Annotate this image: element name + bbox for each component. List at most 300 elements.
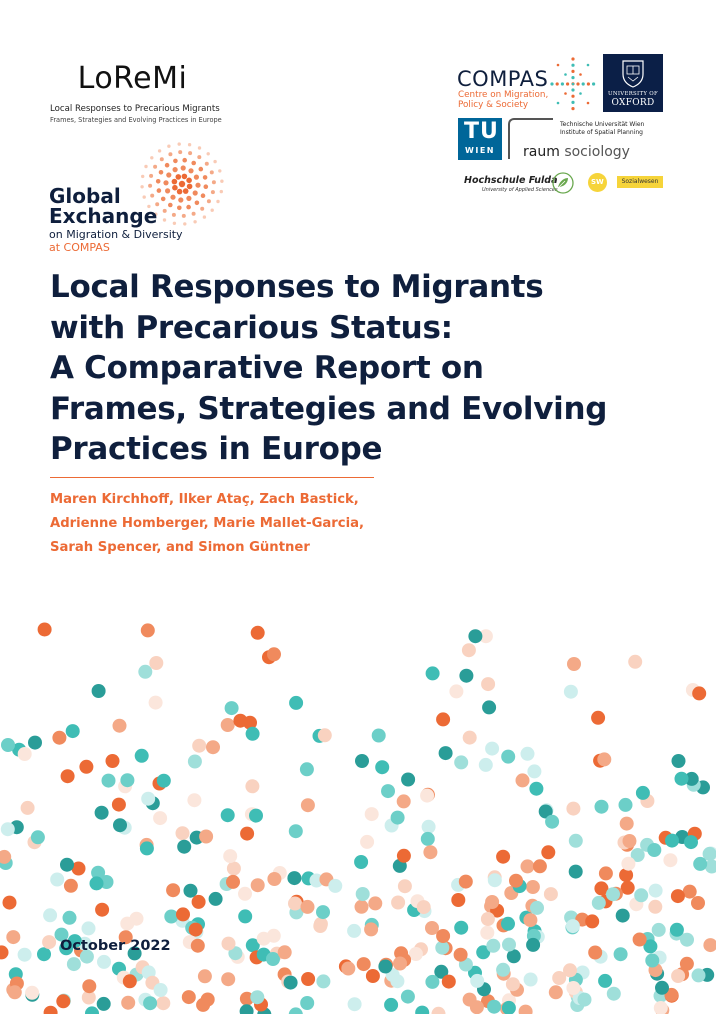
decorative-dot — [245, 779, 259, 793]
decorative-dot — [18, 747, 32, 761]
decorative-dot — [549, 985, 563, 999]
decorative-dot — [384, 998, 398, 1012]
global-exchange-dot — [140, 185, 143, 188]
decorative-dot — [623, 834, 637, 848]
decorative-dot — [480, 926, 494, 940]
decorative-dot — [360, 835, 374, 849]
decorative-dot — [354, 855, 368, 869]
global-exchange-dot — [173, 159, 178, 164]
decorative-dot — [530, 901, 544, 915]
compas-dot — [564, 92, 567, 95]
decorative-dot — [149, 696, 163, 710]
global-exchange-dot — [203, 175, 208, 180]
decorative-dot — [451, 893, 465, 907]
decorative-dot — [569, 865, 583, 879]
tu-wien-logo — [458, 118, 502, 160]
decorative-dot — [278, 945, 292, 959]
decorative-dot — [184, 884, 198, 898]
decorative-dot — [79, 760, 93, 774]
compas-dot — [557, 64, 560, 67]
decorative-dot — [82, 979, 96, 993]
decorative-dot — [633, 933, 647, 947]
fulda-logo-name: Hochschule Fulda — [464, 175, 558, 186]
decorative-dot — [156, 996, 170, 1010]
global-exchange-dot — [165, 188, 170, 193]
decorative-dot — [488, 873, 502, 887]
decorative-dot — [38, 623, 52, 637]
oxford-logo-line1: UNIVERSITY OF — [607, 91, 659, 97]
decorative-dot — [64, 879, 78, 893]
global-exchange-dot — [150, 194, 154, 198]
decorative-dot — [141, 792, 155, 806]
global-exchange-dot — [178, 142, 181, 145]
global-exchange-dot — [156, 179, 161, 184]
decorative-dot — [31, 830, 45, 844]
decorative-dot — [90, 876, 104, 890]
global-exchange-dot — [201, 193, 206, 198]
decorative-dot — [143, 996, 157, 1010]
publication-date: October 2022 — [60, 938, 171, 954]
global-exchange-dot — [176, 174, 182, 180]
global-exchange-dot — [191, 161, 196, 166]
decorative-dot — [28, 736, 42, 750]
decorative-dot — [454, 948, 468, 962]
compas-dot — [564, 73, 567, 76]
decorative-dot — [240, 1004, 254, 1014]
global-exchange-dot — [186, 178, 192, 184]
global-exchange-dot — [212, 180, 216, 184]
decorative-dot — [187, 793, 201, 807]
global-exchange-dot — [210, 170, 214, 174]
decorative-dot — [459, 875, 473, 889]
global-exchange-dot — [149, 174, 153, 178]
loremi-logo-subtitle: Local Responses to Precarious Migrants — [50, 104, 220, 114]
decorative-dot — [189, 923, 203, 937]
decorative-dot — [502, 938, 516, 952]
global-exchange-dot — [143, 195, 146, 198]
compas-dot — [571, 101, 574, 104]
global-exchange-dot — [183, 188, 189, 194]
decorative-dot — [393, 957, 407, 971]
decorative-dot — [37, 947, 51, 961]
global-exchange-dot — [172, 213, 176, 217]
decorative-dot — [6, 930, 20, 944]
report-authors-line: Adrienne Homberger, Marie Mallet-Garcia, — [50, 516, 365, 531]
global-exchange-dot — [150, 156, 153, 159]
decorative-dot — [95, 903, 109, 917]
decorative-dot — [364, 922, 378, 936]
decorative-dot — [567, 657, 581, 671]
global-exchange-dot — [160, 157, 164, 161]
decorative-dot — [519, 1005, 533, 1014]
decorative-dot — [251, 626, 265, 640]
decorative-dot — [97, 997, 111, 1011]
decorative-dot — [123, 974, 137, 988]
tu-wien-logo-name: WIEN — [465, 146, 495, 155]
decorative-dot — [599, 866, 613, 880]
decorative-dot — [192, 739, 206, 753]
compas-dot — [571, 88, 574, 91]
decorative-dot — [496, 963, 510, 977]
compas-dot — [557, 102, 560, 105]
global-exchange-dot — [203, 215, 206, 218]
global-exchange-dot — [182, 158, 187, 163]
decorative-dot — [470, 1000, 484, 1014]
decorative-dot — [246, 727, 260, 741]
global-exchange-dot — [220, 180, 223, 183]
global-exchange-dot — [205, 162, 209, 166]
global-exchange-dot — [195, 201, 200, 206]
global-exchange-dot — [182, 214, 186, 218]
global-exchange-dot — [220, 190, 223, 193]
decorative-dot — [63, 911, 77, 925]
decorative-dot — [619, 798, 633, 812]
decorative-dot — [401, 990, 415, 1004]
decorative-dot — [487, 1000, 501, 1014]
report-title — [50, 267, 690, 470]
decorative-dot — [177, 840, 191, 854]
decorative-dot — [563, 963, 577, 977]
decorative-dot — [0, 945, 9, 959]
decorative-dot — [606, 887, 620, 901]
decorative-dot — [432, 1007, 446, 1014]
compas-dot — [556, 82, 559, 85]
global-exchange-dot — [157, 188, 162, 193]
decorative-dot — [506, 977, 520, 991]
compas-dot — [571, 64, 574, 67]
decorative-dot — [318, 728, 332, 742]
decorative-dot — [289, 1007, 303, 1014]
decorative-dot — [43, 908, 57, 922]
decorative-dot — [222, 937, 236, 951]
loremi-logo-name: LoReMi — [77, 61, 188, 96]
decorative-dot — [468, 629, 482, 643]
compas-dot — [571, 70, 574, 73]
decorative-dot — [249, 809, 263, 823]
decorative-dot — [585, 914, 599, 928]
decorative-dot — [25, 986, 39, 1000]
global-exchange-title-line2: Exchange — [49, 204, 158, 228]
oxford-logo — [603, 54, 663, 112]
decorative-dot — [238, 887, 252, 901]
global-exchange-dot — [193, 220, 196, 223]
loremi-logo-tagline: Frames, Strategies and Evolving Practices in Europe — [50, 116, 222, 124]
decorative-dot — [267, 872, 281, 886]
global-exchange-dot — [183, 222, 186, 225]
global-exchange-dot — [187, 184, 193, 190]
report-title-line: Local Responses to Migrants — [50, 269, 544, 305]
decorative-dot — [176, 907, 190, 921]
compas-dot — [571, 107, 574, 110]
global-exchange-dot — [192, 212, 196, 216]
decorative-dot — [18, 948, 32, 962]
global-exchange-dot — [186, 205, 191, 210]
decorative-dot — [113, 818, 127, 832]
decorative-dot — [3, 896, 17, 910]
global-exchange-dot — [188, 143, 191, 146]
decorative-dot — [595, 800, 609, 814]
decorative-dot — [287, 871, 301, 885]
decorative-dot — [509, 874, 523, 888]
decorative-dot — [153, 811, 167, 825]
decorative-dot — [425, 975, 439, 989]
decorative-dot — [284, 976, 298, 990]
global-exchange-dot — [177, 189, 183, 195]
decorative-dot — [485, 742, 499, 756]
decorative-dot — [422, 820, 436, 834]
global-exchange-dot — [178, 150, 182, 154]
decorative-dot — [288, 897, 302, 911]
decorative-dot — [44, 1006, 58, 1014]
decorative-dot — [209, 892, 223, 906]
decorative-dot — [398, 879, 412, 893]
global-exchange-dot — [159, 170, 164, 175]
global-exchange-dot — [163, 180, 168, 185]
decorative-dot — [527, 764, 541, 778]
decorative-dot — [607, 987, 621, 1001]
decorative-dot — [423, 845, 437, 859]
decorative-dot — [1, 738, 15, 752]
decorative-dot — [421, 832, 435, 846]
decorative-dot — [645, 954, 659, 968]
decorative-dot — [621, 857, 635, 871]
decorative-dot — [267, 647, 281, 661]
compas-dot — [579, 73, 582, 76]
decorative-dot — [486, 939, 500, 953]
oxford-crest-icon — [622, 60, 644, 88]
decorative-dot — [221, 972, 235, 986]
decorative-dot — [391, 896, 405, 910]
decorative-dot — [454, 921, 468, 935]
decorative-dot — [390, 974, 404, 988]
global-exchange-dot — [194, 175, 199, 180]
decorative-dot — [120, 773, 134, 787]
decorative-dot — [564, 685, 578, 699]
global-exchange-dot — [170, 195, 175, 200]
global-exchange-dot — [198, 146, 201, 149]
decorative-dot — [636, 786, 650, 800]
decorative-dot — [300, 762, 314, 776]
decorative-dot — [66, 724, 80, 738]
report-title-line: Practices in Europe — [50, 431, 383, 467]
decorative-dot — [591, 711, 605, 725]
decorative-dot — [684, 835, 698, 849]
decorative-dot — [655, 981, 669, 995]
decorative-dot — [368, 896, 382, 910]
decorative-dot — [524, 973, 538, 987]
report-title-line: with Precarious Status: — [50, 309, 453, 346]
decorative-dot — [301, 798, 315, 812]
decorative-dot — [391, 811, 405, 825]
sozialwesen-label: Sozialwesen — [617, 176, 663, 188]
global-exchange-dot — [173, 222, 176, 225]
global-exchange-dot — [218, 169, 221, 172]
compas-dot — [571, 76, 574, 79]
global-exchange-dot — [200, 207, 204, 211]
decorative-dot — [92, 684, 106, 698]
decorative-dot — [436, 929, 450, 943]
compas-dot — [566, 82, 569, 85]
compas-dot — [561, 82, 564, 85]
decorative-dot — [355, 900, 369, 914]
decorative-dot — [566, 981, 580, 995]
decorative-dot — [496, 850, 510, 864]
decorative-dot — [8, 985, 22, 999]
compas-dots-icon — [548, 55, 598, 113]
decorative-dot — [356, 887, 370, 901]
sw-logo-text: SW — [591, 178, 604, 186]
decorative-dot — [616, 909, 630, 923]
decorative-dot — [301, 972, 315, 986]
decorative-dot — [313, 919, 327, 933]
decorative-dot — [680, 933, 694, 947]
decorative-dot — [415, 1006, 429, 1014]
fulda-logo-subtitle: University of Applied Sciences — [482, 187, 558, 193]
compas-logo-name: COMPAS — [457, 67, 549, 91]
decorative-dot — [149, 656, 163, 670]
decorative-dot — [166, 883, 180, 897]
global-exchange-dot — [178, 197, 183, 202]
decorative-dot — [154, 983, 168, 997]
decorative-dot — [463, 731, 477, 745]
global-exchange-dot — [188, 168, 193, 173]
decorative-dot — [588, 946, 602, 960]
decorative-dot — [50, 873, 64, 887]
decorative-dot — [140, 841, 154, 855]
decorative-dot — [106, 754, 120, 768]
decorative-dot — [566, 802, 580, 816]
compas-dot — [592, 82, 595, 85]
decorative-dot — [501, 917, 515, 931]
decorative-dot — [526, 938, 540, 952]
decorative-dot — [470, 974, 484, 988]
report-authors — [50, 488, 450, 560]
global-exchange-dot — [197, 155, 201, 159]
decorative-dot — [135, 749, 149, 763]
decorative-dot — [597, 752, 611, 766]
global-exchange-dot — [167, 145, 170, 148]
decorative-dot — [192, 895, 206, 909]
decorative-dot — [130, 912, 144, 926]
report-title-line: A Comparative Report on — [50, 350, 484, 386]
decorative-dot — [598, 974, 612, 988]
decorative-dot — [221, 808, 235, 822]
decorative-dot — [366, 969, 380, 983]
decorative-dot — [672, 754, 686, 768]
compas-dot — [571, 57, 574, 60]
decorative-dot — [251, 878, 265, 892]
decorative-dot — [578, 993, 592, 1007]
report-authors-line: Maren Kirchhoff, Ilker Ataç, Zach Bastick, — [50, 492, 359, 507]
decorative-dot — [328, 879, 342, 893]
decorative-dot — [176, 826, 190, 840]
decorative-dot — [301, 900, 315, 914]
decorative-dot — [191, 939, 205, 953]
compas-dot — [579, 92, 582, 95]
oxford-logo-line2: OXFORD — [611, 98, 655, 108]
decorative-dot — [481, 912, 495, 926]
decorative-dot — [628, 655, 642, 669]
decorative-dot — [544, 887, 558, 901]
decorative-dot — [102, 774, 116, 788]
decorative-dot — [223, 849, 237, 863]
decorative-dot — [141, 623, 155, 637]
global-exchange-dot — [207, 199, 211, 203]
decorative-dot — [670, 923, 684, 937]
decorative-dot — [164, 910, 178, 924]
decorative-dot — [481, 677, 495, 691]
decorative-dot — [654, 1001, 668, 1014]
decorative-dot — [417, 900, 431, 914]
decorative-dot — [21, 801, 35, 815]
tu-wien-logo-mark: TU — [464, 119, 499, 144]
decorative-dot — [341, 962, 355, 976]
global-exchange-dot — [207, 152, 210, 155]
decorative-dot — [692, 686, 706, 700]
global-exchange-title-line1: Global — [49, 184, 121, 208]
decorative-dot — [157, 774, 171, 788]
decorative-dot — [188, 755, 202, 769]
decorative-dot — [439, 746, 453, 760]
decorative-dot — [541, 845, 555, 859]
decorative-dot — [523, 913, 537, 927]
compas-dot — [587, 82, 590, 85]
decorative-dot — [375, 760, 389, 774]
report-authors-line: Sarah Spencer, and Simon Güntner — [50, 540, 310, 555]
decorative-dot — [355, 754, 369, 768]
global-exchange-dot — [211, 209, 214, 212]
decorative-dot — [652, 923, 666, 937]
compas-subtitle-line2: Policy & Society — [458, 100, 529, 110]
decorative-dot — [526, 880, 540, 894]
decorative-dot — [240, 827, 254, 841]
decorative-dot — [300, 996, 314, 1010]
decorative-dot — [482, 700, 496, 714]
decorative-dot — [61, 769, 75, 783]
decorative-dot — [121, 996, 135, 1010]
title-divider — [50, 477, 374, 478]
decorative-dot — [238, 909, 252, 923]
decorative-dot — [462, 643, 476, 657]
decorative-dot — [206, 740, 220, 754]
decorative-dot — [221, 718, 235, 732]
decorative-dot — [647, 843, 661, 857]
decorative-dot — [347, 924, 361, 938]
global-exchange-dot — [172, 185, 178, 191]
decorative-dot — [529, 782, 543, 796]
decorative-dot — [182, 990, 196, 1004]
decorative-dot — [82, 921, 96, 935]
compas-dot — [587, 102, 590, 105]
global-exchange-dot — [158, 149, 161, 152]
global-exchange-dot — [161, 197, 166, 202]
decorative-dot — [516, 773, 530, 787]
tu-wien-institution: Technische Universität Wien — [560, 121, 645, 128]
global-exchange-dot — [172, 179, 178, 185]
decorative-dot — [225, 701, 239, 715]
decorative-dot — [703, 938, 716, 952]
global-exchange-dot — [141, 175, 144, 178]
global-exchange-dot — [153, 165, 157, 169]
decorative-dot — [196, 998, 210, 1012]
global-exchange-dot — [163, 218, 166, 221]
global-exchange-dot — [148, 184, 152, 188]
compas-subtitle-line1: Centre on Migration, — [458, 90, 549, 100]
decorative-dot — [397, 794, 411, 808]
decorative-dot — [112, 798, 126, 812]
decorative-dot — [692, 968, 706, 982]
decorative-dot — [198, 969, 212, 983]
